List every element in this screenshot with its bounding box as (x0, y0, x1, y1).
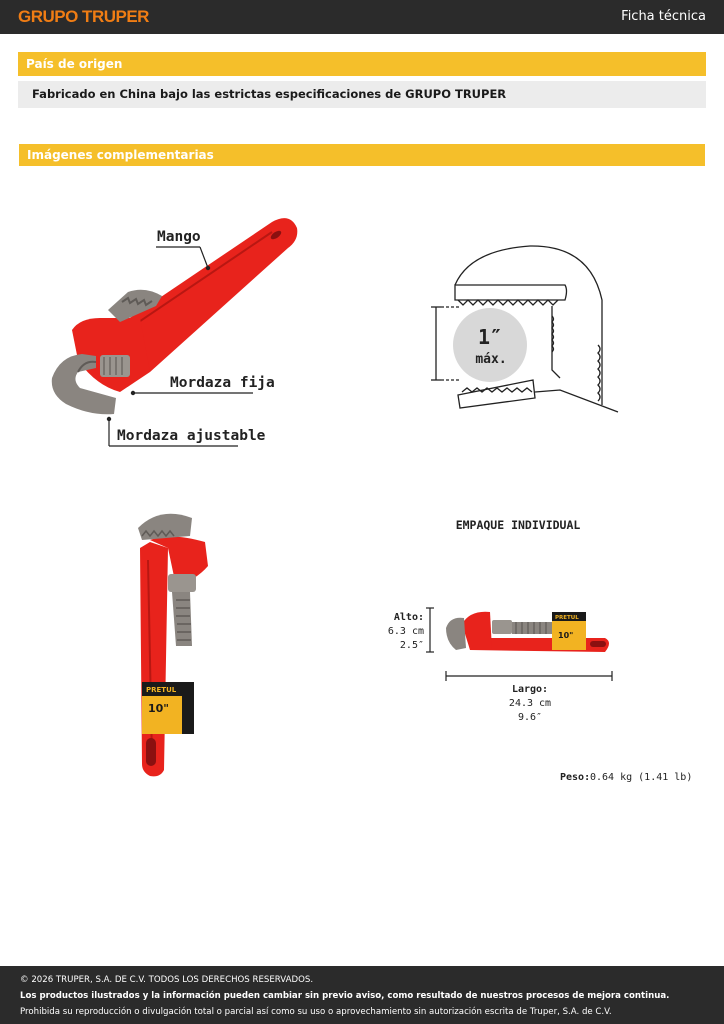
label-brand-vertical: PRETUL (146, 686, 177, 694)
capacity-unit: máx. (475, 352, 507, 367)
height-in: 2.5″ (399, 640, 424, 651)
weight-value: 0.64 kg (1.41 lb) (590, 772, 693, 783)
footer-notice: Los productos ilustrados y la información pueden cambiar sin previo aviso, como resultado de nuestros procesos de mejora continua. (20, 991, 670, 1001)
document-type: Ficha técnica (621, 9, 706, 24)
label-brand-horizontal: PRETUL (555, 615, 579, 621)
capacity-size: 1″ (477, 325, 503, 349)
section-title-origin: País de origen (18, 52, 706, 76)
part-label-mordaza-fija: Mordaza fija (170, 375, 275, 391)
package-wrench-horizontal-illustration (446, 612, 609, 652)
package-title: EMPAQUE INDIVIDUAL (455, 518, 581, 532)
part-label-mordaza-ajustable: Mordaza ajustable (117, 428, 266, 444)
pipe-wrench-parts-illustration (52, 218, 298, 446)
height-label: Alto: (393, 612, 424, 623)
label-size-vertical: 10" (148, 702, 170, 715)
length-in: 9.6″ (517, 712, 543, 723)
section-title-images: Imágenes complementarias (19, 144, 705, 166)
label-size-horizontal: 10" (558, 631, 574, 640)
packaged-wrench-vertical-illustration (138, 514, 208, 777)
footer-prohibition: Prohibida su reproducción o divulgación total o parcial así como su uso o aprovechamiento sin autorización escrita de Truper, S.A. de C.V. (20, 1007, 612, 1017)
length-cm: 24.3 cm (508, 698, 552, 709)
footer (0, 966, 724, 1024)
part-label-mango: Mango (157, 229, 201, 245)
height-cm: 6.3 cm (387, 626, 424, 637)
origin-text: Fabricado en China bajo las estrictas especificaciones de GRUPO TRUPER (18, 81, 706, 108)
footer-copyright: © 2026 TRUPER, S.A. DE C.V. TODOS LOS DERECHOS RESERVADOS. (20, 975, 314, 985)
length-label: Largo: (511, 684, 549, 695)
brand-logo: GRUPO TRUPER (18, 7, 149, 26)
weight-label: Peso: (560, 772, 591, 783)
